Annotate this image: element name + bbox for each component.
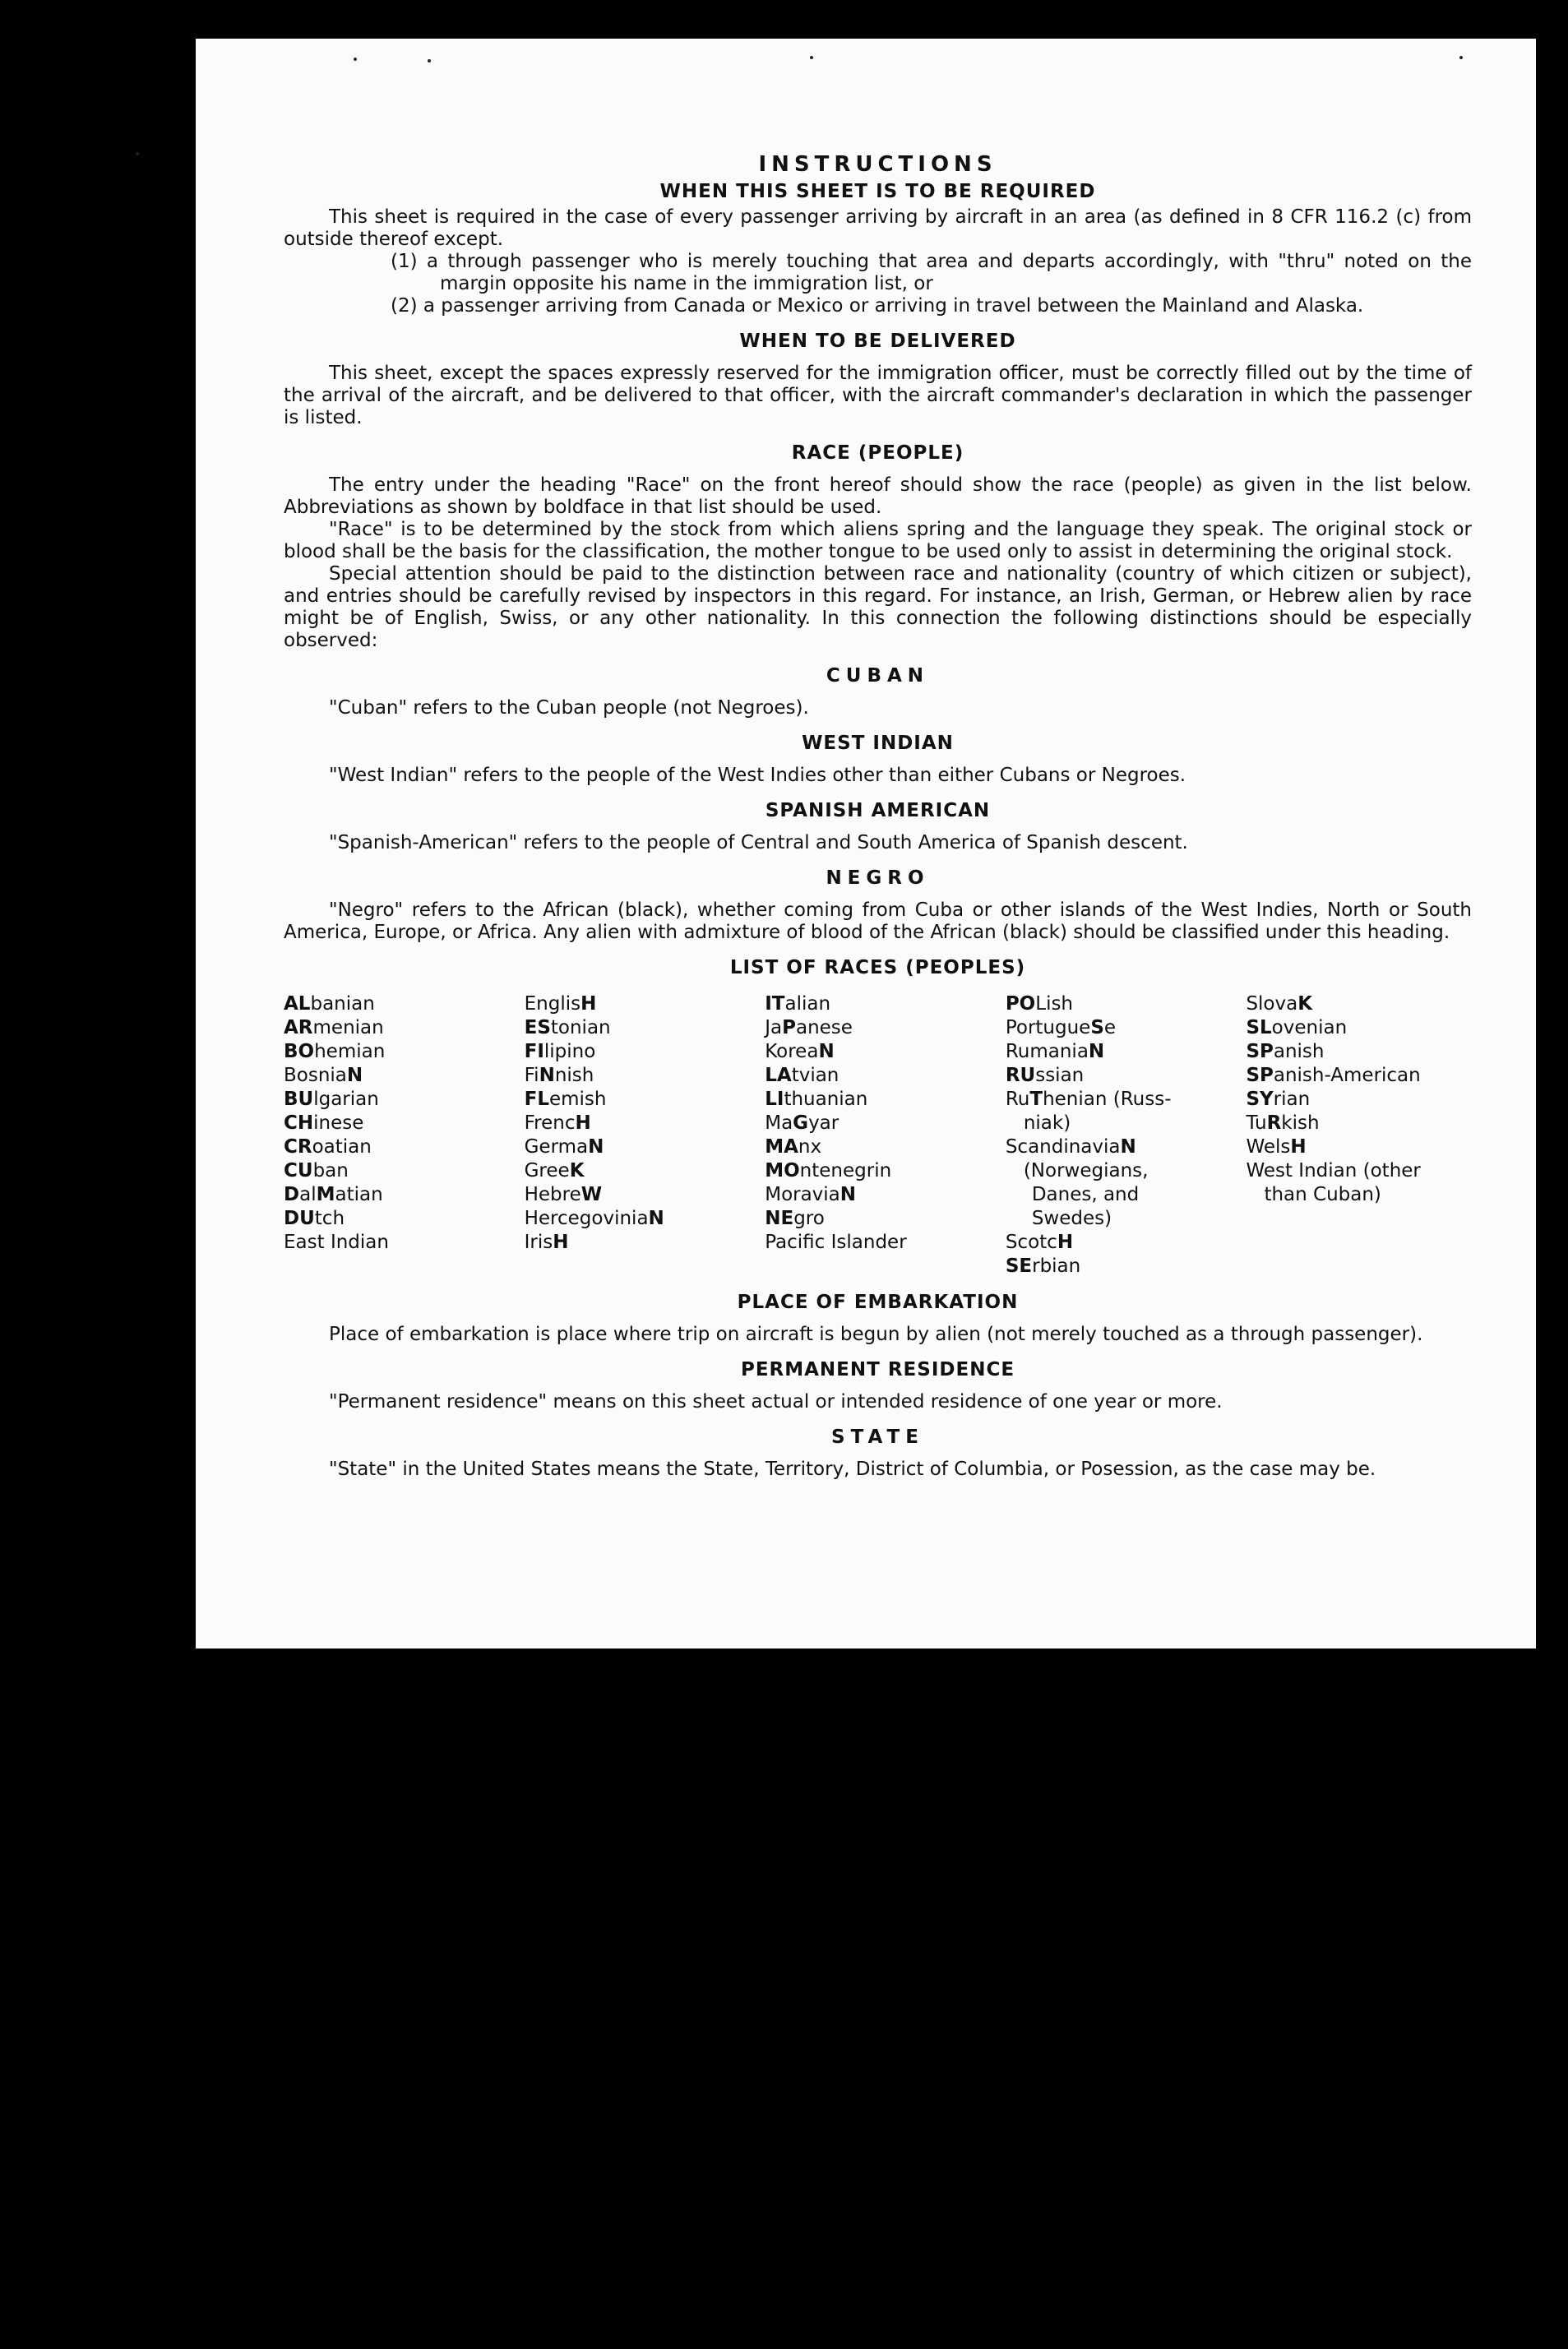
race-entry: ITalian bbox=[765, 993, 831, 1015]
race-entry: EnglisH bbox=[524, 993, 597, 1015]
paragraph: This sheet is required in the case of every passenger arriving by aircraft in an area (as defined in 8 CFR 116.2 (c) from outside thereof except. bbox=[284, 206, 1472, 250]
race-entry: IrisH bbox=[524, 1232, 569, 1253]
race-entry: BUlgarian bbox=[284, 1089, 379, 1110]
section-heading-residence: PERMANENT RESIDENCE bbox=[740, 1359, 1015, 1380]
race-entry: HercegoviniaN bbox=[524, 1208, 664, 1229]
races-column bbox=[525, 992, 751, 1279]
race-entry: ARmenian bbox=[284, 1017, 384, 1038]
paragraph: The entry under the heading "Race" on the front hereof should show the race (people) as given in the list below. Abbreviations as shown by boldface in that list should be used. bbox=[284, 474, 1472, 518]
race-entry: RuThenian (Russ- niak) bbox=[1005, 1089, 1172, 1134]
race-entry: MAnx bbox=[765, 1136, 822, 1158]
races-column bbox=[1006, 992, 1232, 1279]
paragraph: "West Indian" refers to the people of the West Indies other than either Cubans or Negroes. bbox=[329, 765, 1186, 786]
section-heading-required: WHEN THIS SHEET IS TO BE REQUIRED bbox=[659, 181, 1096, 202]
races-column bbox=[765, 992, 991, 1279]
race-entry: HebreW bbox=[524, 1184, 603, 1205]
section-heading-negro: NEGRO bbox=[826, 867, 930, 889]
race-entry: FrencH bbox=[524, 1112, 591, 1134]
race-entry: BOhemian bbox=[284, 1041, 386, 1062]
section-heading-spanish-american: SPANISH AMERICAN bbox=[765, 800, 991, 821]
section-heading-embarkation: PLACE OF EMBARKATION bbox=[737, 1292, 1019, 1313]
paragraph: Special attention should be paid to the distinction between race and nationality (country of which citizen or subject), and entries should be carefully revised by inspectors in this regard. For instance, an Irish, German, or Hebrew alien by race might be of English, Swiss, or any other nationality. In this connection the following distinctions should be especially observed: bbox=[284, 563, 1472, 651]
race-entry: SErbian bbox=[1005, 1255, 1081, 1277]
race-entry: KoreaN bbox=[765, 1041, 835, 1062]
race-entry: ScotcH bbox=[1005, 1232, 1074, 1253]
page-title: INSTRUCTIONS bbox=[758, 152, 997, 177]
race-entry: LIthuanian bbox=[765, 1089, 868, 1110]
section-heading-delivered: WHEN TO BE DELIVERED bbox=[739, 331, 1016, 352]
paragraph: This sheet, except the spaces expressly reserved for the immigration officer, must be correctly filled out by the time of the arrival of the aircraft, and be delivered to that officer, with the aircraft commander's declaration in which the passenger is listed. bbox=[284, 363, 1472, 428]
race-entry: East Indian bbox=[284, 1232, 389, 1253]
race-entry: MaGyar bbox=[765, 1112, 840, 1134]
race-entry: SLovenian bbox=[1246, 1017, 1348, 1038]
paragraph: "Permanent residence" means on this sheet actual or intended residence of one year or more. bbox=[329, 1391, 1223, 1413]
races-table bbox=[284, 992, 1472, 1279]
race-entry: MoraviaN bbox=[765, 1184, 857, 1205]
races-column bbox=[1246, 992, 1472, 1279]
section-heading-west-indian: WEST INDIAN bbox=[802, 733, 954, 754]
list-item: (2) a passenger arriving from Canada or Mexico or arriving in travel between the Mainland and Alaska. bbox=[391, 295, 1364, 317]
race-entry: FIlipino bbox=[524, 1041, 596, 1062]
race-entry: CHinese bbox=[284, 1112, 364, 1134]
paragraph: Place of embarkation is place where trip on aircraft is begun by alien (not merely touched as a through passenger). bbox=[329, 1324, 1423, 1345]
race-entry: PortugueSe bbox=[1005, 1017, 1117, 1038]
race-entry: MOntenegrin bbox=[765, 1160, 892, 1181]
race-entry: POLish bbox=[1005, 993, 1074, 1015]
race-entry: SlovaK bbox=[1246, 993, 1313, 1015]
paragraph: "Cuban" refers to the Cuban people (not Negroes). bbox=[329, 697, 809, 719]
instruction-sheet bbox=[196, 39, 1536, 1648]
section-heading-cuban: CUBAN bbox=[826, 665, 930, 687]
race-entry: JaPanese bbox=[765, 1017, 853, 1038]
race-entry: WelsH bbox=[1246, 1136, 1307, 1158]
section-heading-race: RACE (PEOPLE) bbox=[791, 442, 964, 464]
paragraph: "Race" is to be determined by the stock from which aliens spring and the language they speak. The original stock or blood shall be the basis for the classification, the mother tongue to be used only to assist in determining the original stock. bbox=[284, 519, 1472, 562]
race-entry: Pacific Islander bbox=[765, 1232, 907, 1253]
paragraph: "Negro" refers to the African (black), whether coming from Cuba or other islands of the West Indies, North or South America, Europe, or Africa. Any alien with admixture of blood of the African (black) should be classified under this heading. bbox=[284, 899, 1472, 943]
race-entry: West Indian (other than Cuban) bbox=[1246, 1160, 1421, 1205]
race-entry: DUtch bbox=[284, 1208, 345, 1229]
race-entry: RUssian bbox=[1005, 1065, 1085, 1086]
race-entry: RumaniaN bbox=[1005, 1041, 1105, 1062]
race-entry: TuRkish bbox=[1246, 1112, 1320, 1134]
scan-speck bbox=[136, 152, 139, 155]
race-entry: LAtvian bbox=[765, 1065, 840, 1086]
race-entry: SPanish-American bbox=[1246, 1065, 1421, 1086]
race-entry: ScandinaviaN (Norwegians, Danes, and Swedes) bbox=[1005, 1136, 1149, 1229]
race-entry: FiNnish bbox=[524, 1065, 594, 1086]
scan-speck bbox=[810, 56, 813, 59]
races-heading: LIST OF RACES (PEOPLES) bbox=[729, 957, 1026, 978]
race-entry: GreeK bbox=[524, 1160, 585, 1181]
scan-speck bbox=[1459, 56, 1463, 59]
race-entry: EStonian bbox=[524, 1017, 611, 1038]
race-entry: DalMatian bbox=[284, 1184, 383, 1205]
race-entry: GermaN bbox=[524, 1136, 604, 1158]
race-entry: SPanish bbox=[1246, 1041, 1325, 1062]
scan-speck bbox=[354, 58, 357, 61]
section-heading-state: STATE bbox=[831, 1427, 924, 1448]
race-entry: FLemish bbox=[524, 1089, 607, 1110]
race-entry: ALbanian bbox=[284, 993, 375, 1015]
race-entry: CUban bbox=[284, 1160, 349, 1181]
race-entry: CRoatian bbox=[284, 1136, 372, 1158]
paragraph: "Spanish-American" refers to the people of Central and South America of Spanish descent. bbox=[329, 832, 1188, 853]
list-item: (1) a through passenger who is merely touching that area and departs accordingly, with "thru" noted on the margin opposite his name in the immigration list, or bbox=[391, 251, 1472, 294]
race-entry: NEgro bbox=[765, 1208, 825, 1229]
race-entry: BosniaN bbox=[284, 1065, 363, 1086]
paragraph: "State" in the United States means the State, Territory, District of Columbia, or Posession, as the case may be. bbox=[329, 1459, 1376, 1480]
races-column bbox=[284, 992, 510, 1279]
race-entry: SYrian bbox=[1246, 1089, 1311, 1110]
scan-speck bbox=[428, 59, 431, 62]
